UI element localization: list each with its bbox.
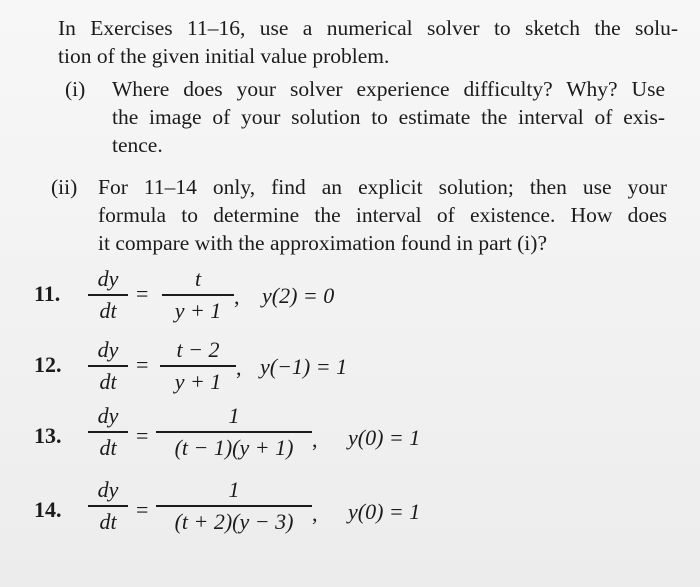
denominator: y + 1 xyxy=(174,297,222,323)
fraction-bar xyxy=(88,365,128,367)
part-i-text xyxy=(112,75,665,159)
part-i-label: (i) xyxy=(65,77,86,101)
numerator: t xyxy=(194,266,202,291)
instructions-line-1: In Exercises 11–16, use a numerical solver to sketch the solu- xyxy=(58,16,678,40)
exercise-number: 11. xyxy=(34,281,61,306)
part-i xyxy=(65,75,665,165)
denominator: y + 1 xyxy=(174,368,222,394)
equals-sign: = xyxy=(136,352,149,377)
comma: , xyxy=(312,501,318,526)
initial-condition: y(0) = 1 xyxy=(348,425,421,450)
rhs-fraction xyxy=(156,477,312,535)
derivative-fraction xyxy=(88,477,128,535)
numerator: t − 2 xyxy=(176,337,220,362)
fraction-bar xyxy=(156,505,312,507)
part-ii-line-1: For 11–14 only, find an explicit solution; then use your xyxy=(98,175,667,199)
exercise-instructions xyxy=(58,14,678,70)
equals-sign: = xyxy=(136,281,149,306)
derivative-fraction xyxy=(88,266,128,324)
denominator: dt xyxy=(99,508,117,534)
initial-condition: y(0) = 1 xyxy=(348,499,421,524)
exercise-number: 14. xyxy=(34,497,62,522)
part-ii-label: (ii) xyxy=(51,175,78,199)
comma: , xyxy=(236,355,242,380)
part-i-line-1: Where does your solver experience difficulty? Why? Use xyxy=(112,77,665,101)
instructions-line-2: tion of the given initial value problem. xyxy=(58,44,390,68)
exercise-12 xyxy=(34,337,674,407)
initial-condition: y(−1) = 1 xyxy=(260,354,348,379)
numerator: dy xyxy=(97,477,119,502)
equals-sign: = xyxy=(136,497,149,522)
fraction-bar xyxy=(88,294,128,296)
exercise-number: 12. xyxy=(34,352,62,377)
denominator: (t − 1)(y + 1) xyxy=(174,434,294,460)
rhs-fraction xyxy=(156,403,312,461)
comma: , xyxy=(234,284,240,309)
rhs-fraction xyxy=(162,266,234,324)
exercise-11 xyxy=(34,266,674,336)
fraction-bar xyxy=(156,431,312,433)
part-i-line-2: the image of your solution to estimate the interval of exis- xyxy=(112,105,665,129)
part-ii-line-2: formula to determine the interval of existence. How does xyxy=(98,203,667,227)
exercise-14 xyxy=(34,477,674,547)
numerator: dy xyxy=(97,403,119,428)
equals-sign: = xyxy=(136,423,149,448)
numerator: 1 xyxy=(228,477,240,502)
denominator: dt xyxy=(99,297,117,323)
rhs-fraction xyxy=(160,337,236,395)
part-ii-line-3: it compare with the approximation found in part (i)? xyxy=(98,231,547,255)
part-ii xyxy=(51,173,667,263)
denominator: (t + 2)(y − 3) xyxy=(174,508,294,534)
part-i-line-3: tence. xyxy=(112,133,163,157)
fraction-bar xyxy=(162,294,234,296)
derivative-fraction xyxy=(88,403,128,461)
part-ii-text xyxy=(98,173,667,257)
comma: , xyxy=(312,427,318,452)
denominator: dt xyxy=(99,368,117,394)
fraction-bar xyxy=(160,365,236,367)
exercise-13 xyxy=(34,403,674,473)
fraction-bar xyxy=(88,431,128,433)
denominator: dt xyxy=(99,434,117,460)
numerator: dy xyxy=(97,266,119,291)
derivative-fraction xyxy=(88,337,128,395)
numerator: 1 xyxy=(228,403,240,428)
fraction-bar xyxy=(88,505,128,507)
initial-condition: y(2) = 0 xyxy=(262,283,335,308)
exercise-number: 13. xyxy=(34,423,62,448)
numerator: dy xyxy=(97,337,119,362)
